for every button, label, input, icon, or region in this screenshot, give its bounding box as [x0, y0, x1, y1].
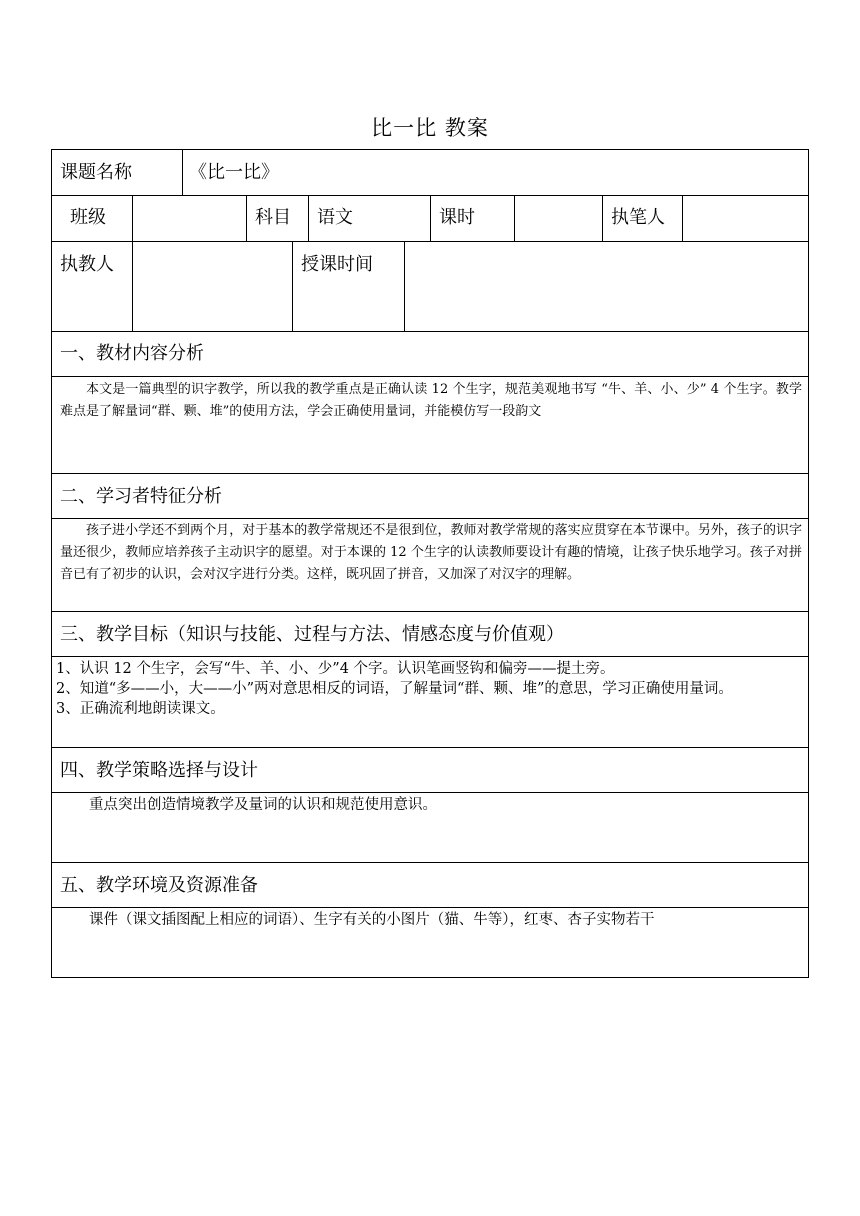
objective-item-1: 1、认识 12 个生字，会写“牛、羊、小、少”4 个字。认识笔画竖钩和偏旁——提土旁。: [56, 661, 615, 677]
section-1-body: [51, 376, 809, 474]
teacher-value-cell: [132, 241, 292, 331]
time-label: 授课时间: [301, 254, 373, 275]
teacher-row: [51, 241, 809, 332]
section-3-objectives: [56, 659, 802, 719]
section-4-body: [51, 792, 809, 863]
period-label-cell: [430, 195, 514, 241]
section-4-header: [51, 747, 809, 793]
course-value-cell: [182, 150, 809, 195]
section-2-text: 孩子进小学还不到两个月，对于基本的教学常规还不是很到位，教师对教学常规的落实应贯穿在本节课中。另外，孩子的识字量还很少，教师应培养孩子主动识字的愿望。对于本课的 12 个生字的认读教师要设计有趣的情境，让孩子快乐地学习。孩子对拼音已有了初步的认识，会对汉字进行分类。这样，既巩固了拼音，又加深了对汉字的理解。: [60, 523, 802, 582]
section-3-body: [51, 656, 809, 748]
section-2-title: 二、学习者特征分析: [60, 486, 222, 507]
author-value-cell: [682, 195, 809, 241]
page-title: 比一比 教案: [371, 116, 489, 140]
info-row: [51, 195, 809, 242]
section-3-title: 三、教学目标（知识与技能、过程与方法、情感态度与价值观）: [60, 624, 564, 645]
section-1-text: 本文是一篇典型的识字教学，所以我的教学重点是正确认读 12 个生字，规范美观地书写 “牛、羊、小、少” 4 个生字。教学难点是了解量词“群、颗、堆”的使用方法，学会正确使用量词，并能模仿写一段韵文: [60, 382, 802, 419]
course-row: [51, 149, 809, 196]
section-2-header: [51, 473, 809, 519]
author-label-cell: [602, 195, 682, 241]
class-value-cell: [132, 195, 246, 241]
course-value: 《比一比》: [189, 162, 279, 183]
objective-item-2: 2、知道“多——小，大——小”两对意思相反的词语，了解量词“群、颗、堆”的意思，学习正确使用量词。: [56, 681, 733, 697]
section-5-body: [51, 907, 809, 978]
section-2-body: [51, 518, 809, 612]
section-4-title: 四、教学策略选择与设计: [60, 760, 258, 781]
section-5-title: 五、教学环境及资源准备: [60, 875, 258, 896]
period-value-cell: [514, 195, 602, 241]
time-label-cell: [292, 241, 404, 331]
period-label: 课时: [439, 207, 475, 228]
section-1-header: [51, 331, 809, 377]
class-label: 班级: [70, 207, 106, 228]
subject-value-cell: [308, 195, 430, 241]
author-label: 执笔人: [611, 207, 665, 228]
section-5-header: [51, 862, 809, 908]
section-5-text: 课件（课文插图配上相应的词语）、生字有关的小图片（猫、牛等），红枣、杏子实物若干: [89, 912, 655, 928]
objective-item-3: 3、正确流利地朗读课文。: [56, 701, 225, 717]
subject-label: 科目: [255, 207, 291, 228]
teacher-label: 执教人: [60, 254, 114, 275]
section-4-text: 重点突出创造情境教学及量词的认识和规范使用意识。: [89, 797, 437, 813]
course-label: 课题名称: [60, 162, 132, 183]
section-3-header: [51, 611, 809, 657]
subject-label-cell: [246, 195, 308, 241]
section-1-title: 一、教材内容分析: [60, 343, 204, 364]
subject-value: 语文: [317, 207, 353, 228]
time-value-cell: [404, 241, 809, 331]
